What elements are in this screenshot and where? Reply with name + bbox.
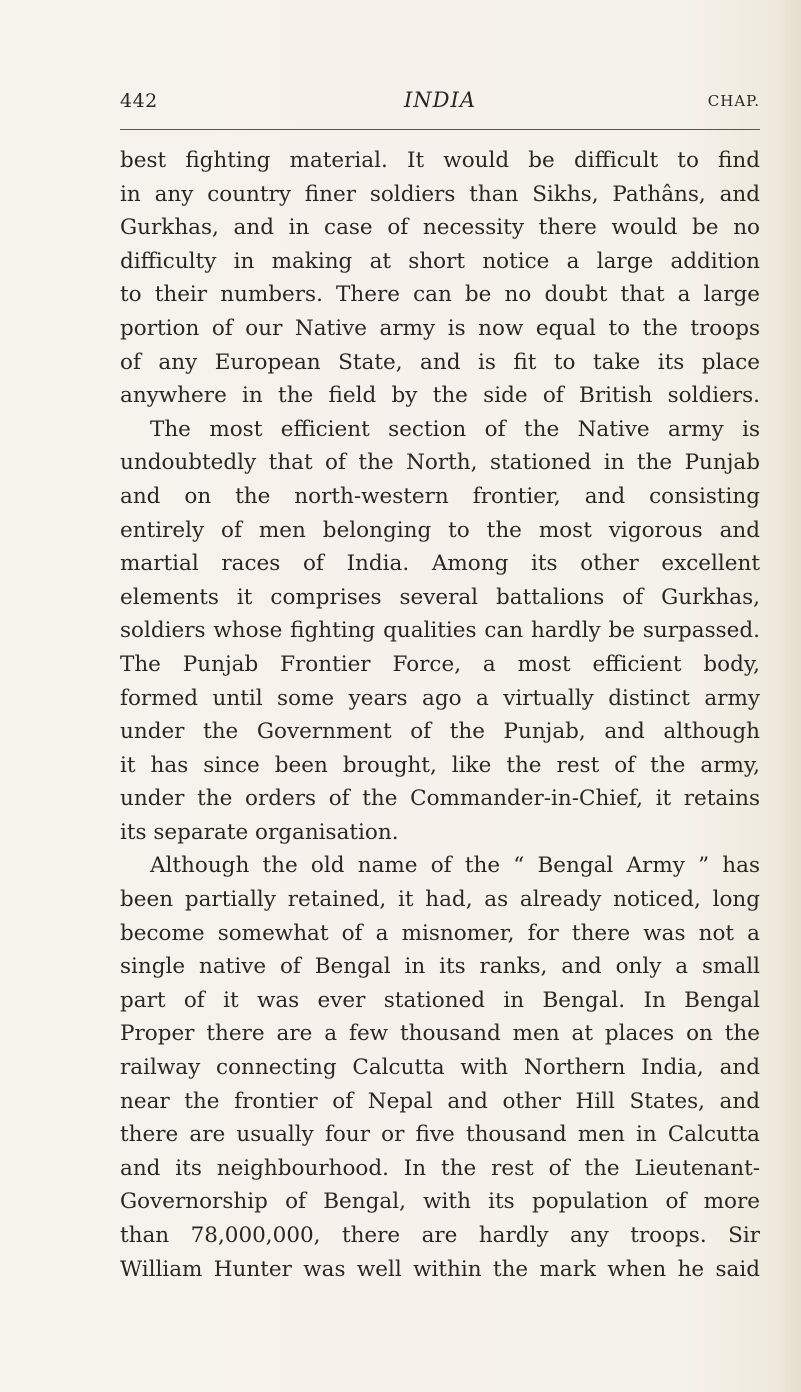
running-title: INDIA — [404, 88, 476, 112]
text-line: Proper there are a few thousand men at places on the — [120, 1021, 760, 1047]
text-line: of any European State, and is fit to take its place — [120, 349, 760, 375]
text-line: difficulty in making at short notice a large addition — [120, 248, 760, 274]
text-line: there are usually four or five thousand men in Calcutta — [120, 1122, 760, 1148]
text-line: William Hunter was well within the mark when he said — [120, 1256, 760, 1282]
text-line: elements it comprises several battalions of Gurkhas, — [120, 584, 760, 610]
text-line: entirely of men belonging to the most vigorous and — [120, 517, 760, 543]
text-line: Governorship of Bengal, with its population of more — [120, 1189, 760, 1215]
text-line: become somewhat of a misnomer, for there was not a — [120, 920, 760, 946]
page-number: 442 — [120, 90, 158, 112]
text-line: it has since been brought, like the rest of the army, — [120, 752, 760, 778]
text-line: under the Government of the Punjab, and although — [120, 719, 760, 745]
text-line: than 78,000,000, there are hardly any troops. Sir — [120, 1223, 760, 1248]
text-line: anywhere in the field by the side of British soldiers. — [120, 383, 760, 409]
header-rule — [120, 129, 760, 130]
text-line: under the orders of the Commander-in-Chief, it retains — [120, 786, 760, 812]
text-line: railway connecting Calcutta with Northern India, and — [120, 1055, 760, 1081]
text-line: near the frontier of Nepal and other Hill States, and — [120, 1088, 760, 1114]
text-line: and its neighbourhood. In the rest of the Lieutenant- — [120, 1155, 760, 1181]
running-head — [120, 86, 760, 120]
text-line: single native of Bengal in its ranks, and only a small — [120, 954, 760, 980]
text-line: The most efficient section of the Native army is — [150, 416, 760, 442]
text-line: in any country finer soldiers than Sikhs, Pathâns, and — [120, 181, 760, 207]
text-line: undoubtedly that of the North, stationed in the Punjab — [120, 450, 760, 476]
text-line: Although the old name of the “ Bengal Army ” has — [150, 853, 760, 879]
text-line: soldiers whose fighting qualities can hardly be surpassed. — [120, 618, 760, 644]
body-text — [120, 144, 760, 1286]
text-line: Gurkhas, and in case of necessity there would be no — [120, 215, 760, 241]
chapter-label: CHAP. — [707, 92, 760, 110]
text-line: part of it was ever stationed in Bengal. In Bengal — [120, 987, 760, 1013]
text-line: its separate organisation. — [120, 819, 399, 845]
text-line: and on the north-western frontier, and consisting — [120, 483, 760, 509]
text-line: been partially retained, it had, as already noticed, long — [120, 887, 760, 913]
text-line: martial races of India. Among its other excellent — [120, 551, 760, 577]
text-line: formed until some years ago a virtually distinct army — [120, 685, 760, 711]
text-line: portion of our Native army is now equal to the troops — [120, 315, 760, 341]
text-line: to their numbers. There can be no doubt that a large — [120, 282, 760, 308]
text-line: best fighting material. It would be difficult to find — [120, 148, 760, 173]
text-line: The Punjab Frontier Force, a most efficient body, — [120, 651, 760, 677]
